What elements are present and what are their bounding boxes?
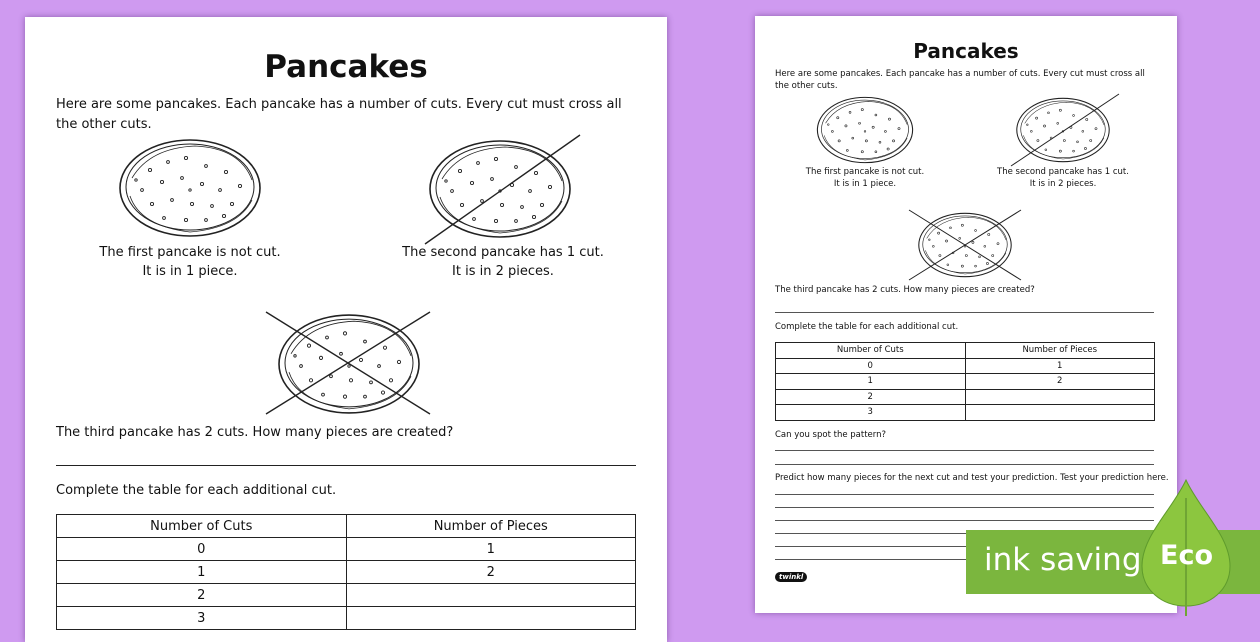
page-title: Pancakes	[264, 49, 428, 85]
answer-line	[775, 464, 1154, 465]
header-pieces: Number of Pieces	[965, 343, 1155, 359]
third-pancake-question: The third pancake has 2 cuts. How many pieces are created?	[56, 425, 454, 440]
caption-line: It is in 1 piece.	[142, 264, 238, 279]
header-cuts: Number of Cuts	[776, 343, 966, 359]
preview-title: Pancakes	[913, 39, 1019, 63]
table-row	[776, 405, 1155, 421]
cuts-cell: 1	[57, 561, 347, 584]
answer-line	[775, 450, 1154, 451]
first-pancake-caption	[85, 243, 295, 281]
caption-line: It is in 2 pieces.	[452, 264, 554, 279]
header-cuts: Number of Cuts	[57, 515, 347, 538]
preview-table-instruction: Complete the table for each additional cut.	[775, 322, 959, 332]
pieces-cell[interactable]: 1	[965, 358, 1155, 374]
caption-line: The first pancake is not cut.	[99, 245, 281, 260]
pancake-two-cuts-icon	[907, 208, 1023, 282]
pieces-cell[interactable]: 1	[346, 538, 636, 561]
pancake-one-cut-icon	[1007, 90, 1123, 170]
table-row	[57, 584, 636, 607]
preview-predict-question: Predict how many pieces for the next cut and test your prediction. Test your prediction here.	[775, 473, 1169, 483]
caption-line: It is in 2 pieces.	[1029, 179, 1097, 189]
cuts-cell: 1	[776, 374, 966, 390]
cuts-cell: 2	[776, 389, 966, 405]
preview-intro: Here are some pancakes. Each pancake has a number of cuts. Every cut must cross all the other cuts.	[775, 69, 1145, 91]
preview-cuts-pieces-table	[775, 342, 1155, 421]
table-row	[776, 358, 1155, 374]
answer-line	[775, 520, 1154, 521]
intro-text: Here are some pancakes. Each pancake has a number of cuts. Every cut must cross all the other cuts.	[56, 97, 622, 132]
table-row	[776, 374, 1155, 390]
pancake-plain-icon	[815, 94, 915, 166]
preview-pattern-question: Can you spot the pattern?	[775, 430, 887, 440]
pancake-plain-icon	[117, 135, 267, 245]
answer-line	[56, 465, 636, 466]
ink-saving-label: ink saving	[984, 542, 1142, 578]
answer-line	[775, 507, 1154, 508]
table-header-row	[776, 343, 1155, 359]
cuts-cell: 3	[776, 405, 966, 421]
table-row	[776, 389, 1155, 405]
answer-line	[775, 494, 1154, 495]
answer-line	[775, 312, 1154, 313]
pieces-cell[interactable]	[965, 405, 1155, 421]
worksheet-page	[25, 17, 667, 642]
table-row	[57, 561, 636, 584]
pieces-cell[interactable]: 2	[965, 374, 1155, 390]
caption-line: The second pancake has 1 cut.	[402, 245, 604, 260]
caption-line: The first pancake is not cut.	[805, 167, 925, 177]
pancake-two-cuts-icon	[263, 310, 433, 416]
preview-first-caption	[785, 166, 945, 190]
cuts-cell: 0	[776, 358, 966, 374]
second-pancake-caption	[393, 243, 613, 281]
cuts-cell: 2	[57, 584, 347, 607]
caption-line: The second pancake has 1 cut.	[997, 167, 1129, 177]
table-instruction: Complete the table for each additional cut.	[56, 483, 337, 498]
pieces-cell[interactable]	[346, 607, 636, 630]
cuts-pieces-table	[56, 514, 636, 630]
table-row	[57, 607, 636, 630]
pieces-cell[interactable]	[346, 584, 636, 607]
header-pieces: Number of Pieces	[346, 515, 636, 538]
pieces-cell[interactable]: 2	[346, 561, 636, 584]
preview-second-caption	[983, 166, 1143, 190]
pancake-one-cut-icon	[420, 129, 590, 249]
cuts-cell: 3	[57, 607, 347, 630]
preview-third-question: The third pancake has 2 cuts. How many pieces are created?	[775, 285, 1035, 295]
pieces-cell[interactable]	[965, 389, 1155, 405]
caption-line: It is in 1 piece.	[833, 179, 897, 189]
table-header-row	[57, 515, 636, 538]
worksheet-preview-page	[755, 16, 1177, 613]
eco-label: Eco	[1160, 540, 1213, 571]
cuts-cell: 0	[57, 538, 347, 561]
table-row	[57, 538, 636, 561]
twinkl-logo: twinkl	[775, 572, 807, 582]
